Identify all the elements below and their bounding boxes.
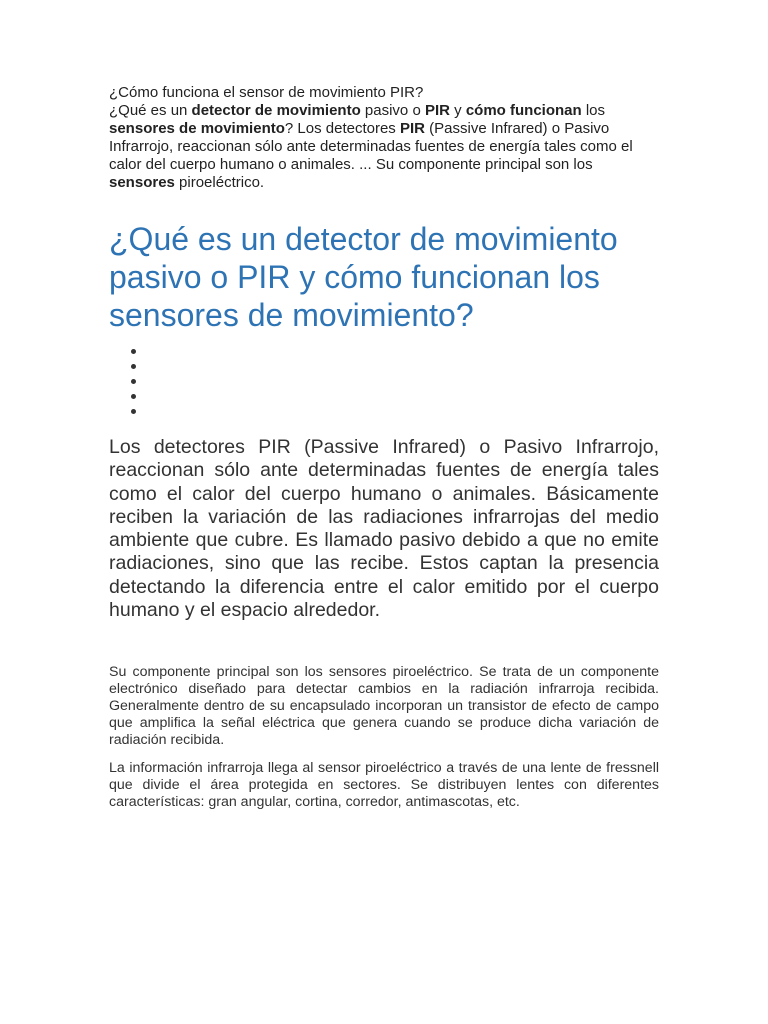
intro-bold: PIR	[399, 120, 425, 137]
intro-text: los	[581, 102, 606, 119]
intro-text: pasivo o	[360, 102, 425, 119]
intro-text: y	[449, 102, 466, 119]
body-paragraph-components: Su componente principal son los sensores piroeléctrico. Se trata de un componente electrónico diseñado para detectar cambios en la radiación infrarroja recibida. Generalmente dentro de su encapsulado incorporan un transistor de efecto de campo que amplifica la señal eléctrica que genera cuando se produce dicha variación de radiación recibida.	[109, 664, 659, 748]
bullet-item	[109, 360, 659, 375]
intro-bold: cómo funcionan	[465, 102, 582, 119]
body-paragraph-lens: La información infrarroja llega al sensor piroeléctrico a través de una lente de fressnell que divide el área protegida en sectores. Se distribuyen lentes con diferentes características: gran angular, cortina, corredor, antimascotas, etc.	[109, 760, 659, 810]
intro-text: ? Los detectores	[284, 120, 400, 137]
intro-bold: detector de movimiento	[191, 102, 361, 119]
intro-bold: PIR	[424, 102, 450, 119]
intro-text: piroeléctrico.	[174, 174, 265, 191]
document-page	[109, 84, 659, 811]
intro-paragraph	[109, 84, 659, 192]
section-heading: ¿Qué es un detector de movimiento pasivo o PIR y cómo funcionan los sensores de movimiento?	[109, 221, 618, 333]
intro-question: ¿Cómo funciona el sensor de movimiento PIR?	[109, 84, 424, 101]
bullet-item	[109, 390, 659, 405]
intro-bold: sensores	[109, 174, 175, 191]
intro-text: (Passive Infrared) o Pasivo Infrarrojo, reaccionan sólo ante determinadas fuentes de energía tales como el calor del cuerpo humano o animales. ... Su componente principal son los	[109, 120, 633, 173]
bullet-item	[109, 405, 659, 420]
bullet-item	[109, 345, 659, 360]
bullet-item	[109, 375, 659, 390]
intro-text: ¿Qué es un	[109, 102, 192, 119]
body-paragraph-large: Los detectores PIR (Passive Infrared) o Pasivo Infrarrojo, reaccionan sólo ante determinadas fuentes de energía tales como el calor del cuerpo humano o animales. Básicamente reciben la variación de las radiaciones infrarrojas del medio ambiente que cubre. Es llamado pasivo debido a que no emite radiaciones, sino que las recibe. Estos captan la presencia detectando la diferencia entre el calor emitido por el cuerpo humano y el espacio alrededor.	[109, 436, 659, 622]
intro-bold: sensores de movimiento	[109, 120, 285, 137]
empty-bullet-list	[109, 345, 659, 420]
